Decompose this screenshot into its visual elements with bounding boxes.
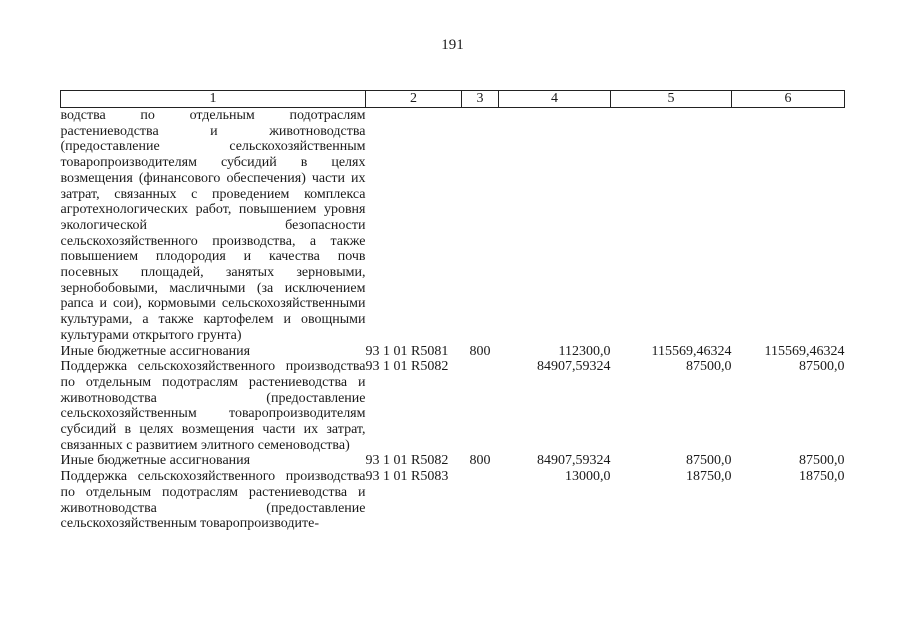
row-value-4: 13000,0 bbox=[565, 469, 611, 485]
row-name: Иные бюджетные ассигнования bbox=[60, 343, 251, 359]
column-header-6: 6 bbox=[732, 91, 845, 108]
row-value-5: 18750,0 bbox=[686, 469, 732, 485]
page-number: 191 bbox=[441, 37, 464, 53]
row-type bbox=[462, 359, 499, 453]
column-header-1: 1 bbox=[61, 91, 366, 108]
row-type bbox=[462, 469, 499, 532]
row-code: 93 1 01 R5082 bbox=[365, 359, 449, 375]
budget-table bbox=[60, 90, 845, 532]
row-type: 800 bbox=[469, 453, 491, 469]
row-code: 93 1 01 R5082 bbox=[365, 453, 449, 469]
table-row bbox=[61, 469, 845, 532]
column-header-4: 4 bbox=[499, 91, 611, 108]
row-value-4: 112300,0 bbox=[558, 343, 611, 359]
row-code bbox=[366, 108, 462, 344]
row-value-5 bbox=[611, 108, 732, 344]
row-type: 800 bbox=[469, 343, 491, 359]
table-row bbox=[61, 108, 845, 344]
row-value-4: 84907,59324 bbox=[537, 359, 611, 375]
row-name: Поддержка сельскохозяйственного производства по отдельным подотраслям растениеводства и животноводства (предоставление сельскохозяйственным товаропроизводите- bbox=[60, 469, 366, 532]
row-code: 93 1 01 R5081 bbox=[365, 343, 449, 359]
row-value-5: 87500,0 bbox=[686, 359, 732, 375]
column-header-3: 3 bbox=[462, 91, 499, 108]
row-value-4: 84907,59324 bbox=[537, 453, 611, 469]
row-name: водства по отдельным подотраслям растениеводства и животноводства (предоставление сельскохозяйственным товаропроизводителям субсидий в целях возмещения (финансового обеспечения) части их затрат, связанных с проведением комплекса агротехнологических работ, повышением уровня экологической безопасности сельскохозяйственного производства, а также повышением плодородия и качества почв посевных площадей, занятых зерновыми, зернобобовыми, масличными (за исключением рапса и сои), кормовыми сельскохозяйственными культурами, а также картофелем и овощными культурами открытого грунта) bbox=[60, 108, 366, 343]
column-header-5: 5 bbox=[611, 91, 732, 108]
row-type bbox=[462, 108, 499, 344]
row-value-6 bbox=[732, 108, 845, 344]
row-value-6: 18750,0 bbox=[799, 469, 845, 485]
row-value-5: 87500,0 bbox=[686, 453, 732, 469]
row-value-4 bbox=[499, 108, 611, 344]
column-header-2: 2 bbox=[366, 91, 462, 108]
row-value-6: 87500,0 bbox=[799, 359, 845, 375]
header-row bbox=[61, 91, 845, 108]
row-code: 93 1 01 R5083 bbox=[365, 469, 449, 485]
table-row bbox=[61, 359, 845, 453]
table-row bbox=[61, 453, 845, 469]
row-name: Поддержка сельскохозяйственного производства по отдельным подотраслям растениеводства и животноводства (предоставление сельскохозяйственным товаропроизводителям субсидий в целях возмещения части их затрат, связанных с развитием элитного семеноводства) bbox=[60, 359, 366, 453]
table-row bbox=[61, 344, 845, 360]
row-value-6: 87500,0 bbox=[799, 453, 845, 469]
row-value-6: 115569,46324 bbox=[764, 343, 845, 359]
row-value-5: 115569,46324 bbox=[651, 343, 732, 359]
row-name: Иные бюджетные ассигнования bbox=[60, 453, 251, 469]
